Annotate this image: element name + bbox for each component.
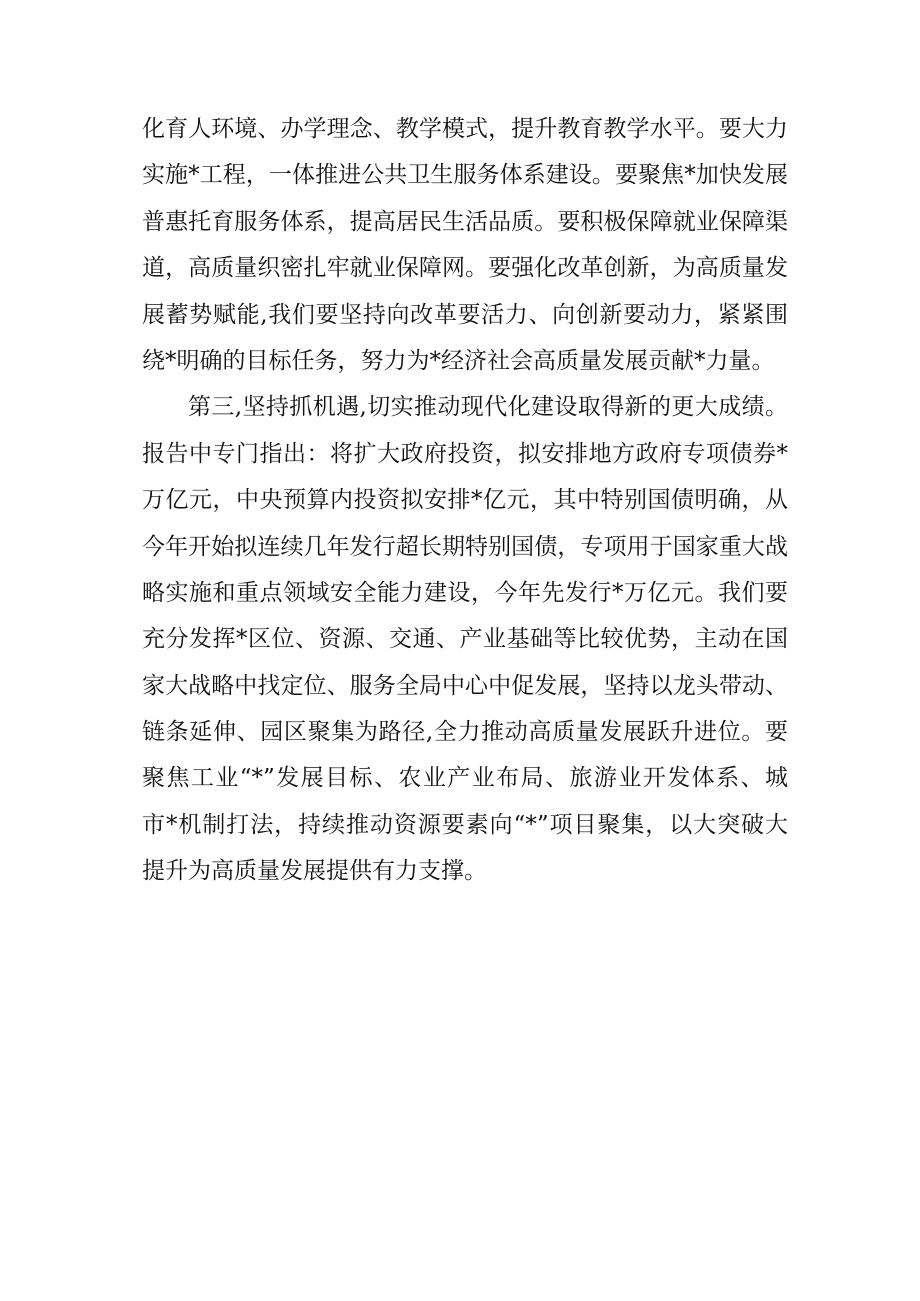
text-line: 链条延伸、园区聚集为路径,全力推动高质量发展跃升进位。要 [142,719,788,746]
text-line: 化育人环境、办学理念、教学模式，提升教育教学水平。要大力 [142,116,788,142]
text-line: 市*机制打法，持续推动资源要素向“*”项目聚集，以大突破大 [142,811,788,838]
text-line: 报告中专门指出：将扩大政府投资，拟安排地方政府专项债券* [142,440,788,467]
text-line: 实施*工程，一体推进公共卫生服务体系建设。要聚焦*加快发展 [142,162,788,189]
text-line: 绕*明确的目标任务，努力为*经济社会高质量发展贡献*力量。 [142,347,775,374]
text-line: 聚焦工业“*”发展目标、农业产业布局、旅游业开发体系、城 [142,765,788,792]
text-line: 普惠托育服务体系，提高居民生活品质。要积极保障就业保障渠 [142,208,788,235]
text-line: 展蓄势赋能,我们要坚持向改革要活力、向创新要动力，紧紧围 [142,301,788,328]
document-body [142,106,788,895]
text-line: 略实施和重点领域安全能力建设，今年先发行*万亿元。我们要 [142,579,788,606]
text-line: 道，高质量织密扎牢就业保障网。要强化改革创新，为高质量发 [142,255,788,282]
text-line: 充分发挥*区位、资源、交通、产业基础等比较优势，主动在国 [142,626,788,653]
text-line: 万亿元，中央预算内投资拟安排*亿元，其中特别国债明确，从 [142,487,788,514]
text-line: 家大战略中找定位、服务全局中心中促发展，坚持以龙头带动、 [142,672,788,699]
section-heading-line: 第三,坚持抓机遇,切实推动现代化建设取得新的更大成绩。 [188,394,788,421]
text-line: 今年开始拟连续几年发行超长期特别国债，专项用于国家重大战 [142,533,788,560]
text-line: 提升为高质量发展提供有力支撑。 [142,858,487,885]
